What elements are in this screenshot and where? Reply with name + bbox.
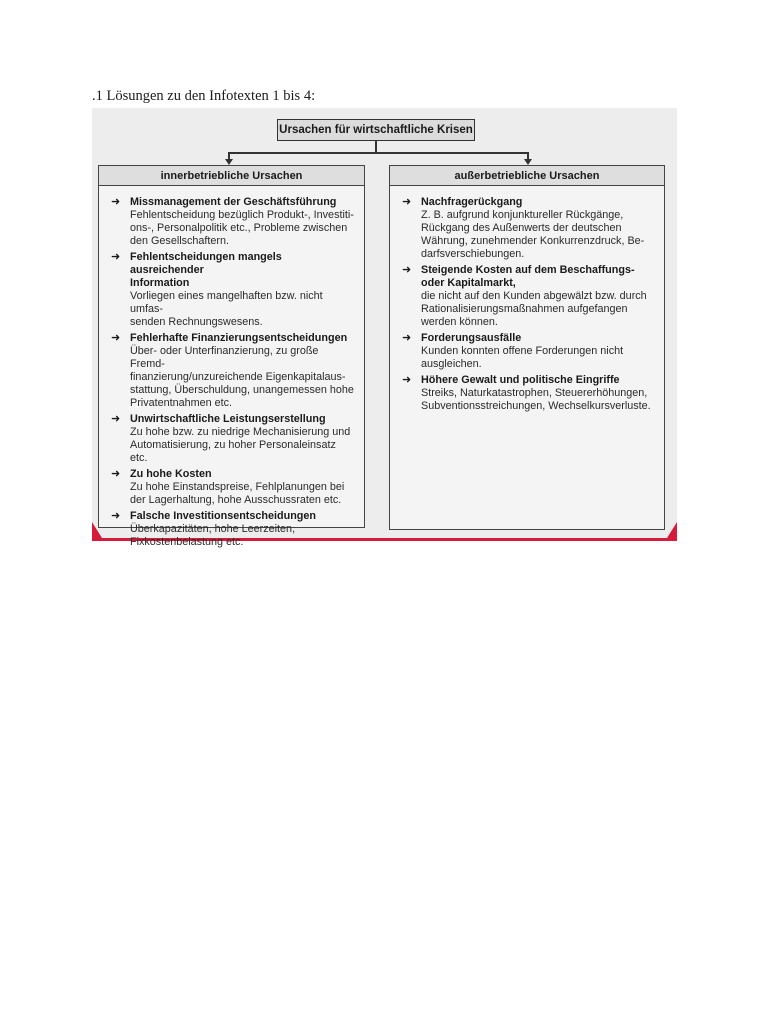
item-description: Zu hohe bzw. zu niedrige Mechanisierung und Automatisierung, zu hoher Personaleinsatz etc. [130,426,351,464]
section-heading: .1 Lösungen zu den Infotexten 1 bis 4: [92,88,316,104]
list-item [111,413,356,465]
item-title: Steigende Kosten auf dem Beschaffungs- oder Kapitalmarkt, [421,264,635,289]
list-item [111,251,356,329]
item-title: Zu hohe Kosten [130,468,212,480]
item-description: Streiks, Naturkatastrophen, Steuererhöhungen, Subventionsstreichungen, Wechselkursverluste. [421,387,651,412]
arrow-right-icon: ➜ [111,510,121,522]
item-title: Fehlerhafte Finanzierungsentscheidungen [130,332,348,344]
item-title: Höhere Gewalt und politische Eingriffe [421,374,620,386]
item-title: Fehlentscheidungen mangels ausreichender Information [130,251,282,289]
connector-right-drop [527,152,529,159]
item-body [130,196,356,248]
external-causes-header: außerbetriebliche Ursachen [390,166,664,186]
item-title: Falsche Investitionsentscheidungen [130,510,316,522]
item-description: Z. B. aufgrund konjunktureller Rückgänge, Rückgang des Außenwerts der deutschen Währung, zunehmender Konkurrenzdruck, Be- darfsverschiebungen. [421,209,645,260]
list-item [402,264,656,329]
item-description: Zu hohe Einstandspreise, Fehlplanungen bei der Lagerhaltung, hohe Ausschussraten etc. [130,481,345,506]
arrow-right-icon: ➜ [402,374,412,386]
arrow-right-icon: ➜ [402,332,412,344]
diagram-title: Ursachen für wirtschaftliche Krisen [277,119,475,141]
item-body [421,196,656,261]
arrow-right-icon: ➜ [111,468,121,480]
connector-vertical-top [375,141,377,152]
item-description: Fehlentscheidung bezüglich Produkt-, Investiti- ons-, Personalpolitik etc., Probleme zwischen den Gesellschaftern. [130,209,354,247]
list-item [402,332,656,371]
scanned-diagram [92,108,677,548]
item-title: Missmanagement der Geschäftsführung [130,196,337,208]
connector-left-drop [228,152,230,159]
item-description: Über- oder Unterfinanzierung, zu große Fremd- finanzierung/unzureichende Eigenkapitalaus- stattung, Überschuldung, unangemessen hohe Privatentnahmen etc. [130,345,354,409]
internal-causes-list [99,186,364,549]
item-body [130,413,356,465]
arrow-right-icon: ➜ [111,332,121,344]
list-item [111,332,356,410]
item-body [421,332,656,371]
arrow-right-icon: ➜ [402,196,412,208]
external-causes-list [390,186,664,413]
list-item [111,468,356,507]
internal-causes-header: innerbetriebliche Ursachen [99,166,364,186]
list-item [111,196,356,248]
item-description: die nicht auf den Kunden abgewälzt bzw. durch Rationalisierungsmaßnahmen aufgefangen werden können. [421,290,647,328]
item-title: Nachfragerückgang [421,196,523,208]
item-body [130,468,356,507]
item-description: Kunden konnten offene Forderungen nicht ausgleichen. [421,345,624,370]
arrow-right-icon: ➜ [402,264,412,276]
list-item [111,510,356,549]
item-body [130,332,356,410]
red-edge-right [667,522,677,538]
item-body [421,264,656,329]
connector-horizontal [228,152,528,154]
list-item [402,374,656,413]
item-title: Unwirtschaftliche Leistungserstellung [130,413,326,425]
arrow-right-icon: ➜ [111,251,121,263]
item-description: Vorliegen eines mangelhaften bzw. nicht umfas- senden Rechnungswesens. [130,290,323,328]
arrow-right-icon: ➜ [111,196,121,208]
item-body [130,510,356,549]
internal-causes-box [98,165,365,548]
arrow-right-icon: ➜ [111,413,121,425]
list-item [402,196,656,261]
item-title: Forderungsausfälle [421,332,522,344]
external-causes-box [389,165,665,530]
item-description: Überkapazitäten, hohe Leerzeiten, Fixkostenbelastung etc. [130,523,296,548]
item-body [421,374,656,413]
item-body [130,251,356,329]
